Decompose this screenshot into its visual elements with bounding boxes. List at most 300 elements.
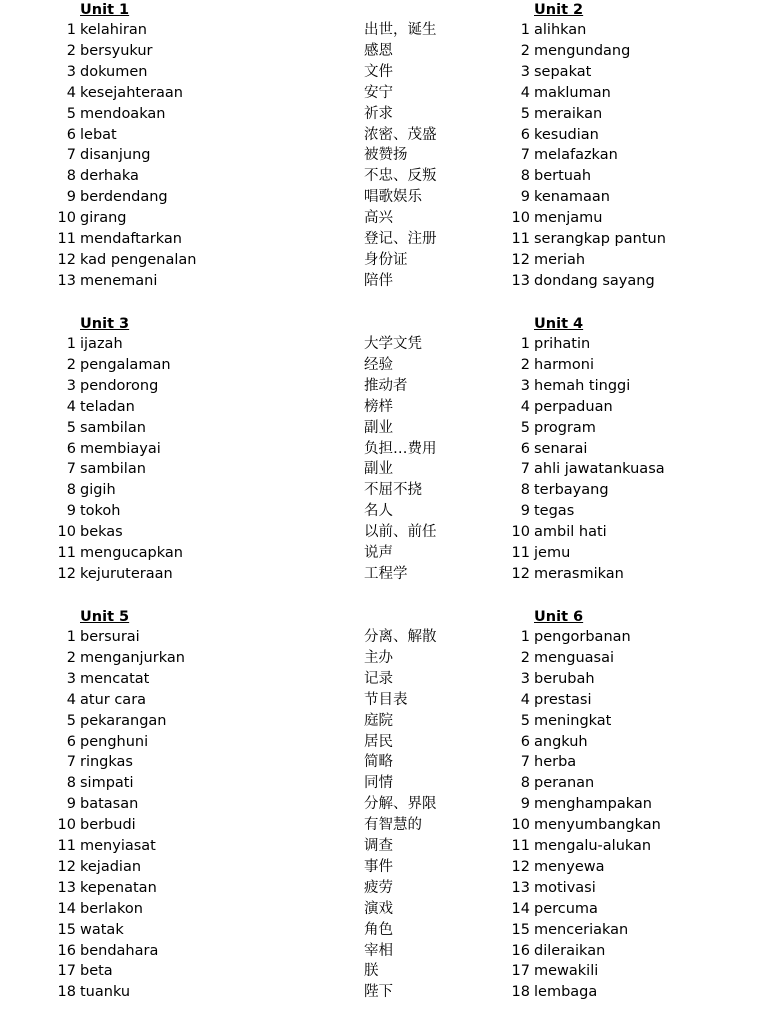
vocab-row xyxy=(508,920,768,941)
item-number: 3 xyxy=(66,63,76,80)
malay-word: tuanku xyxy=(80,984,131,1001)
vocab-row xyxy=(54,961,514,982)
item-number: 11 xyxy=(57,231,76,247)
item-number: 5 xyxy=(520,712,530,729)
vocab-row xyxy=(54,669,514,690)
item-number: 1 xyxy=(66,629,76,645)
malay-word: teladan xyxy=(80,398,135,415)
vocab-row xyxy=(54,208,514,229)
item-number: 9 xyxy=(66,503,76,520)
item-number: 12 xyxy=(57,251,76,268)
malay-word: menyumbangkan xyxy=(534,817,661,834)
malay-word: dondang sayang xyxy=(534,272,655,289)
item-number: 13 xyxy=(511,272,530,289)
chinese-meaning: 经验 xyxy=(364,356,393,373)
vocab-row xyxy=(54,732,514,753)
item-number: 10 xyxy=(57,524,76,541)
malay-word: kesejahteraan xyxy=(80,84,183,101)
vocab-row xyxy=(508,187,768,208)
item-number: 4 xyxy=(520,398,530,415)
malay-word: mengundang xyxy=(534,42,631,59)
item-number: 18 xyxy=(511,984,530,1001)
item-number: 11 xyxy=(511,838,530,854)
chinese-meaning: 安宁 xyxy=(364,84,393,101)
malay-word: mencatat xyxy=(80,670,150,687)
malay-word: mengalu-alukan xyxy=(534,838,652,854)
malay-word: batasan xyxy=(80,796,139,813)
vocab-row xyxy=(508,857,768,878)
vocab-row xyxy=(54,627,514,648)
item-number: 8 xyxy=(520,775,530,792)
vocab-row xyxy=(508,961,768,982)
malay-word: ijazah xyxy=(80,336,123,352)
item-number: 9 xyxy=(520,503,530,520)
vocab-row xyxy=(54,459,514,480)
unit-title: Unit 2 xyxy=(534,2,584,18)
item-number: 2 xyxy=(66,649,76,666)
item-number: 1 xyxy=(520,22,530,38)
item-number: 7 xyxy=(66,754,76,771)
malay-word: serangkap pantun xyxy=(534,231,666,247)
vocab-row xyxy=(508,564,768,585)
vocab-row xyxy=(54,711,514,732)
chinese-meaning: 分解、界限 xyxy=(364,796,437,813)
unit-title: Unit 3 xyxy=(80,316,130,332)
item-number: 10 xyxy=(511,817,530,834)
unit-title: Unit 4 xyxy=(534,316,584,332)
chinese-meaning: 名人 xyxy=(364,503,393,520)
vocab-row xyxy=(54,480,514,501)
vocab-row xyxy=(54,920,514,941)
item-number: 1 xyxy=(520,629,530,645)
malay-word: bendahara xyxy=(80,942,159,959)
chinese-meaning: 陪伴 xyxy=(364,272,393,289)
item-number: 5 xyxy=(66,712,76,729)
item-number: 6 xyxy=(66,440,76,457)
malay-word: senarai xyxy=(534,440,588,457)
item-number: 5 xyxy=(520,419,530,436)
chinese-meaning: 身份证 xyxy=(364,251,408,268)
item-number: 17 xyxy=(511,963,530,980)
malay-word: percuma xyxy=(534,900,598,917)
malay-word: menyiasat xyxy=(80,838,156,854)
malay-word: beta xyxy=(80,963,113,980)
vocab-row xyxy=(54,376,514,397)
chinese-meaning: 以前、前任 xyxy=(364,524,437,541)
malay-word: dokumen xyxy=(80,63,148,80)
item-number: 5 xyxy=(66,419,76,436)
vocab-row xyxy=(508,83,768,104)
item-number: 14 xyxy=(57,900,76,917)
malay-word: lembaga xyxy=(534,984,598,1001)
malay-word: bertuah xyxy=(534,168,592,185)
item-number: 5 xyxy=(520,105,530,122)
vocab-row xyxy=(54,355,514,376)
item-number: 4 xyxy=(520,84,530,101)
chinese-meaning: 陛下 xyxy=(364,984,393,1001)
item-number: 18 xyxy=(57,984,76,1001)
chinese-meaning: 简略 xyxy=(364,754,393,771)
malay-word: tegas xyxy=(534,503,575,520)
malay-word: menyewa xyxy=(534,858,605,875)
malay-word: berbudi xyxy=(80,817,136,834)
malay-word: prestasi xyxy=(534,691,592,708)
chinese-meaning: 被赞扬 xyxy=(364,147,408,164)
chinese-meaning: 记录 xyxy=(364,670,393,687)
item-number: 2 xyxy=(520,356,530,373)
vocab-row xyxy=(54,439,514,460)
chinese-meaning: 不屈不挠 xyxy=(364,482,422,499)
vocab-row xyxy=(508,376,768,397)
vocab-row xyxy=(54,690,514,711)
malay-word: disanjung xyxy=(80,147,151,164)
malay-word: berlakon xyxy=(80,900,143,917)
malay-word: kejadian xyxy=(80,858,142,875)
chinese-meaning: 祈求 xyxy=(364,105,393,122)
vocab-row xyxy=(508,459,768,480)
vocab-row xyxy=(508,62,768,83)
malay-word: hemah tinggi xyxy=(534,377,631,394)
item-number: 12 xyxy=(511,251,530,268)
malay-word: prihatin xyxy=(534,336,591,352)
malay-word: menganjurkan xyxy=(80,649,185,666)
chinese-meaning: 疲劳 xyxy=(364,879,393,896)
malay-word: derhaka xyxy=(80,168,139,185)
chinese-meaning: 宰相 xyxy=(364,942,393,959)
chinese-meaning: 庭院 xyxy=(364,712,393,729)
malay-word: menemani xyxy=(80,272,158,289)
item-number: 8 xyxy=(520,168,530,185)
item-number: 4 xyxy=(66,84,76,101)
vocab-row xyxy=(54,397,514,418)
vocab-row xyxy=(508,773,768,794)
item-number: 7 xyxy=(520,754,530,771)
item-number: 2 xyxy=(66,42,76,59)
vocab-row xyxy=(54,648,514,669)
item-number: 10 xyxy=(57,817,76,834)
chinese-meaning: 副业 xyxy=(364,461,393,478)
vocab-row xyxy=(508,794,768,815)
vocab-row xyxy=(508,145,768,166)
malay-word: angkuh xyxy=(534,733,588,750)
item-number: 2 xyxy=(520,42,530,59)
malay-word: gigih xyxy=(80,482,116,499)
chinese-meaning: 感恩 xyxy=(364,42,393,59)
vocab-row xyxy=(508,815,768,836)
item-number: 14 xyxy=(511,900,530,917)
malay-word: harmoni xyxy=(534,356,594,373)
malay-word: jemu xyxy=(534,545,571,561)
malay-word: sepakat xyxy=(534,63,592,80)
item-number: 13 xyxy=(57,879,76,896)
item-number: 7 xyxy=(66,461,76,478)
vocab-row xyxy=(508,941,768,962)
vocab-row xyxy=(54,899,514,920)
malay-word: peranan xyxy=(534,775,595,792)
malay-word: herba xyxy=(534,754,577,771)
chinese-meaning: 说声 xyxy=(364,545,393,561)
vocab-row xyxy=(508,899,768,920)
item-number: 5 xyxy=(66,105,76,122)
malay-word: mengucapkan xyxy=(80,545,183,561)
malay-word: pekarangan xyxy=(80,712,167,729)
malay-word: dileraikan xyxy=(534,942,606,959)
item-number: 6 xyxy=(66,733,76,750)
chinese-meaning: 浓密、茂盛 xyxy=(364,126,437,143)
malay-word: melafazkan xyxy=(534,147,618,164)
vocab-row xyxy=(54,773,514,794)
vocab-row xyxy=(508,208,768,229)
vocab-row xyxy=(54,187,514,208)
chinese-meaning: 朕 xyxy=(364,963,379,980)
vocab-row xyxy=(54,836,514,857)
vocab-row xyxy=(508,439,768,460)
vocab-row xyxy=(508,501,768,522)
item-number: 1 xyxy=(66,22,76,38)
item-number: 15 xyxy=(57,921,76,938)
malay-word: penghuni xyxy=(80,733,149,750)
malay-word: lebat xyxy=(80,126,117,143)
item-number: 6 xyxy=(520,440,530,457)
malay-word: kejuruteraan xyxy=(80,565,173,582)
malay-word: tokoh xyxy=(80,503,121,520)
vocab-row xyxy=(508,982,768,1003)
vocab-row xyxy=(54,166,514,187)
malay-word: bersurai xyxy=(80,629,140,645)
malay-word: makluman xyxy=(534,84,611,101)
chinese-meaning: 负担…费用 xyxy=(364,440,437,457)
item-number: 9 xyxy=(520,189,530,206)
chinese-meaning: 榜样 xyxy=(364,398,393,415)
malay-word: mewakili xyxy=(534,963,599,980)
chinese-meaning: 有智慧的 xyxy=(364,817,422,834)
chinese-meaning: 登记、注册 xyxy=(364,231,437,247)
chinese-meaning: 调查 xyxy=(364,838,393,854)
item-number: 11 xyxy=(57,838,76,854)
item-number: 13 xyxy=(511,879,530,896)
malay-word: alihkan xyxy=(534,22,587,38)
vocab-row xyxy=(54,982,514,1003)
vocab-row xyxy=(508,355,768,376)
item-number: 12 xyxy=(57,858,76,875)
item-number: 8 xyxy=(66,168,76,185)
vocab-row xyxy=(508,250,768,271)
vocab-row xyxy=(508,522,768,543)
vocab-row xyxy=(508,41,768,62)
chinese-meaning: 主办 xyxy=(364,649,393,666)
malay-word: berdendang xyxy=(80,189,168,206)
item-number: 2 xyxy=(520,649,530,666)
chinese-meaning: 大学文凭 xyxy=(364,336,422,352)
item-number: 6 xyxy=(520,126,530,143)
vocab-row xyxy=(508,711,768,732)
chinese-meaning: 角色 xyxy=(364,921,393,938)
vocab-row xyxy=(508,271,768,292)
vocab-row xyxy=(54,501,514,522)
vocab-row xyxy=(508,543,768,564)
malay-word: menguasai xyxy=(534,649,614,666)
malay-word: sambilan xyxy=(80,419,146,436)
item-number: 6 xyxy=(520,733,530,750)
malay-word: menjamu xyxy=(534,210,603,227)
item-number: 13 xyxy=(57,272,76,289)
vocab-row xyxy=(54,543,514,564)
vocab-row xyxy=(508,229,768,250)
malay-word: pengorbanan xyxy=(534,629,631,645)
unit-title: Unit 1 xyxy=(80,2,130,18)
unit-title: Unit 6 xyxy=(534,609,584,625)
chinese-meaning: 唱歌娱乐 xyxy=(364,189,422,206)
item-number: 6 xyxy=(66,126,76,143)
chinese-meaning: 分离、解散 xyxy=(364,629,437,645)
malay-word: simpati xyxy=(80,775,134,792)
vocab-row xyxy=(508,418,768,439)
item-number: 16 xyxy=(57,942,76,959)
chinese-meaning: 同情 xyxy=(364,775,393,792)
item-number: 4 xyxy=(66,691,76,708)
vocab-row xyxy=(54,564,514,585)
chinese-meaning: 事件 xyxy=(364,858,393,875)
malay-word: meriah xyxy=(534,251,586,268)
vocab-row xyxy=(54,752,514,773)
vocab-row xyxy=(54,815,514,836)
item-number: 10 xyxy=(57,210,76,227)
item-number: 3 xyxy=(520,63,530,80)
vocab-row xyxy=(54,250,514,271)
item-number: 11 xyxy=(511,545,530,561)
malay-word: pendorong xyxy=(80,377,159,394)
vocab-row xyxy=(508,20,768,41)
vocab-row xyxy=(54,41,514,62)
item-number: 8 xyxy=(66,775,76,792)
malay-word: pengalaman xyxy=(80,356,171,373)
chinese-meaning: 高兴 xyxy=(364,210,393,227)
item-number: 3 xyxy=(520,377,530,394)
malay-word: watak xyxy=(80,921,124,938)
vocab-row xyxy=(508,878,768,899)
item-number: 4 xyxy=(520,691,530,708)
malay-word: bersyukur xyxy=(80,42,153,59)
vocab-row xyxy=(54,229,514,250)
chinese-meaning: 推动者 xyxy=(364,377,408,394)
malay-word: menceriakan xyxy=(534,921,629,938)
vocab-row xyxy=(508,836,768,857)
vocab-row xyxy=(508,397,768,418)
chinese-meaning: 演戏 xyxy=(364,900,393,917)
vocab-row xyxy=(508,690,768,711)
malay-word: berubah xyxy=(534,670,595,687)
chinese-meaning: 不忠、反叛 xyxy=(364,168,437,185)
malay-word: membiayai xyxy=(80,440,161,457)
chinese-meaning: 文件 xyxy=(364,63,393,80)
malay-word: atur cara xyxy=(80,691,147,708)
item-number: 12 xyxy=(511,858,530,875)
item-number: 9 xyxy=(520,796,530,813)
item-number: 11 xyxy=(511,231,530,247)
malay-word: motivasi xyxy=(534,879,596,896)
item-number: 2 xyxy=(66,356,76,373)
malay-word: perpaduan xyxy=(534,398,613,415)
item-number: 8 xyxy=(66,482,76,499)
vocab-row xyxy=(508,166,768,187)
vocab-row xyxy=(54,418,514,439)
malay-word: program xyxy=(534,419,596,436)
vocab-row xyxy=(508,648,768,669)
malay-word: menghampakan xyxy=(534,796,652,813)
item-number: 4 xyxy=(66,398,76,415)
item-number: 9 xyxy=(66,189,76,206)
malay-word: ringkas xyxy=(80,754,133,771)
vocab-row xyxy=(54,83,514,104)
vocab-row xyxy=(54,878,514,899)
vocab-row xyxy=(508,125,768,146)
vocab-row xyxy=(54,271,514,292)
malay-word: meningkat xyxy=(534,712,612,729)
malay-word: sambilan xyxy=(80,461,146,478)
item-number: 17 xyxy=(57,963,76,980)
malay-word: ahli jawatankuasa xyxy=(534,461,665,478)
item-number: 3 xyxy=(66,377,76,394)
vocab-row xyxy=(54,20,514,41)
malay-word: bekas xyxy=(80,524,123,541)
chinese-meaning: 工程学 xyxy=(364,565,408,582)
item-number: 12 xyxy=(511,565,530,582)
chinese-meaning: 节目表 xyxy=(364,691,408,708)
malay-word: mendaftarkan xyxy=(80,231,182,247)
item-number: 11 xyxy=(57,545,76,561)
item-number: 12 xyxy=(57,565,76,582)
malay-word: girang xyxy=(80,210,127,227)
unit-title: Unit 5 xyxy=(80,609,130,625)
malay-word: kesudian xyxy=(534,126,599,143)
vocab-row xyxy=(54,794,514,815)
item-number: 15 xyxy=(511,921,530,938)
vocab-row xyxy=(508,480,768,501)
vocab-row xyxy=(54,145,514,166)
vocab-row xyxy=(54,62,514,83)
vocab-row xyxy=(508,669,768,690)
item-number: 10 xyxy=(511,524,530,541)
malay-word: kelahiran xyxy=(80,22,147,38)
vocab-row xyxy=(508,104,768,125)
vocab-row xyxy=(508,752,768,773)
malay-word: kad pengenalan xyxy=(80,251,197,268)
item-number: 9 xyxy=(66,796,76,813)
item-number: 7 xyxy=(66,147,76,164)
item-number: 7 xyxy=(520,147,530,164)
item-number: 1 xyxy=(520,336,530,352)
malay-word: merasmikan xyxy=(534,565,624,582)
vocab-row xyxy=(54,857,514,878)
vocab-row xyxy=(54,941,514,962)
item-number: 10 xyxy=(511,210,530,227)
item-number: 3 xyxy=(66,670,76,687)
item-number: 8 xyxy=(520,482,530,499)
vocab-row xyxy=(54,334,514,355)
item-number: 16 xyxy=(511,942,530,959)
vocab-row xyxy=(508,732,768,753)
vocab-row xyxy=(54,125,514,146)
item-number: 1 xyxy=(66,336,76,352)
item-number: 7 xyxy=(520,461,530,478)
vocab-row xyxy=(54,104,514,125)
chinese-meaning: 出世，诞生 xyxy=(364,22,437,38)
malay-word: ambil hati xyxy=(534,524,607,541)
malay-word: meraikan xyxy=(534,105,603,122)
malay-word: kenamaan xyxy=(534,189,610,206)
chinese-meaning: 居民 xyxy=(364,733,393,750)
vocab-row xyxy=(508,627,768,648)
